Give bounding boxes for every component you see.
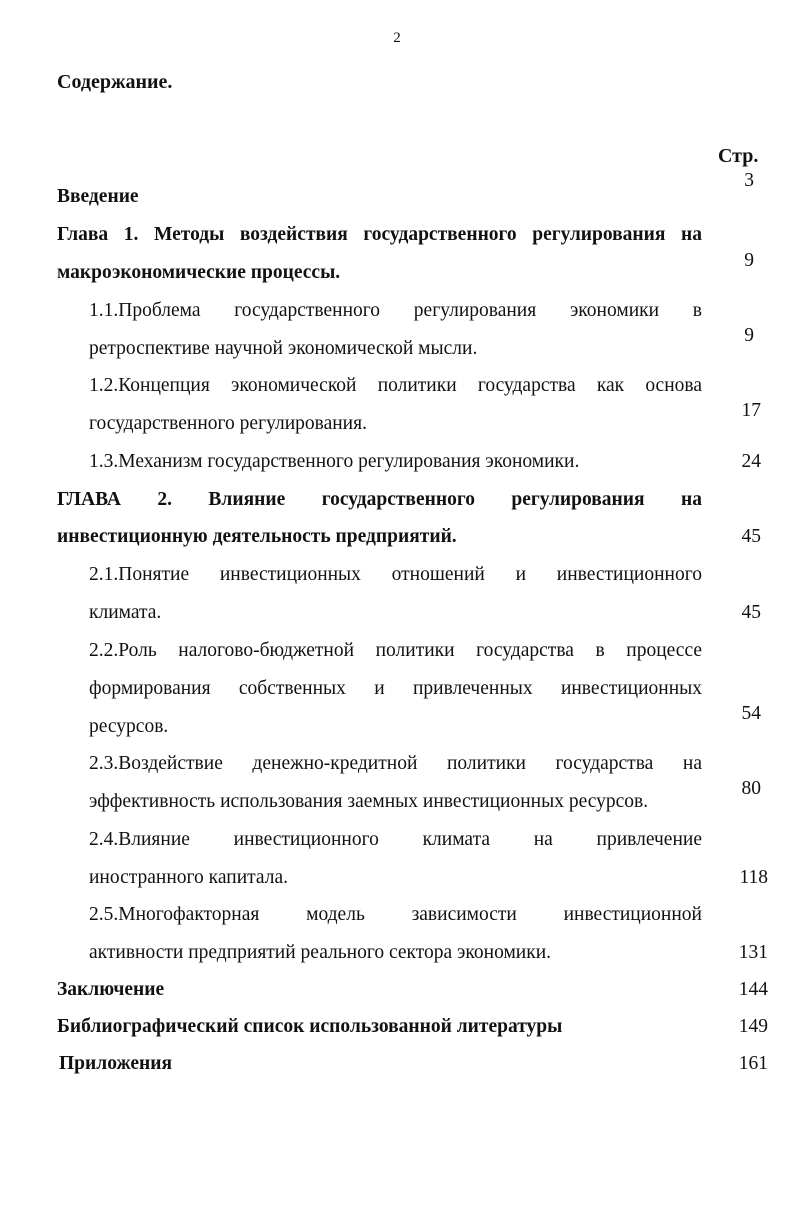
toc-entry-text: активности предприятий реального сектора экономики. bbox=[89, 942, 552, 963]
toc-entry-text: инвестиционную деятельность предприятий. bbox=[57, 526, 457, 547]
toc-entry-text: 2.1.Понятие инвестиционных отношений и инвестиционного bbox=[89, 564, 702, 585]
toc-entry-page: 54 bbox=[741, 703, 761, 724]
toc-entry-text: 2.3.Воздействие денежно-кредитной политики государства на bbox=[89, 753, 702, 774]
toc-entry-page: 3 bbox=[744, 170, 754, 191]
toc-entry-page: 9 bbox=[744, 250, 754, 271]
toc-entry-text: Приложения bbox=[59, 1053, 173, 1074]
toc-entry-page: 17 bbox=[741, 400, 761, 421]
toc-entry-text: климата. bbox=[89, 602, 162, 623]
toc-entry-text: эффективность использования заемных инвестиционных ресурсов. bbox=[89, 791, 649, 812]
toc-entry-page: 24 bbox=[741, 451, 761, 472]
toc-entry-text: 2.4.Влияние инвестиционного климата на привлечение bbox=[89, 829, 702, 850]
toc-entry-text: 1.2.Концепция экономической политики государства как основа bbox=[89, 375, 702, 396]
toc-entry-text: ресурсов. bbox=[89, 716, 169, 737]
toc-entry-text: ретроспективе научной экономической мысли. bbox=[89, 338, 478, 359]
toc-entry-text: 2.5.Многофакторная модель зависимости инвестиционной bbox=[89, 904, 702, 925]
toc-entry-page: 9 bbox=[744, 325, 754, 346]
toc-entry-page: 131 bbox=[738, 942, 768, 963]
page-number: 2 bbox=[393, 30, 401, 46]
toc-entry-text: Библиографический список использованной литературы bbox=[57, 1016, 563, 1037]
toc-entry-page: 80 bbox=[741, 778, 761, 799]
toc-entry-page: 45 bbox=[741, 526, 761, 547]
page-column-label: Стр. bbox=[718, 145, 759, 167]
toc-entry-text: 1.3.Механизм государственного регулирования экономики. bbox=[89, 451, 580, 472]
toc-entry-text: 1.1.Проблема государственного регулирования экономики в bbox=[89, 300, 702, 321]
toc-entry-text: Глава 1. Методы воздействия государственного регулирования на bbox=[57, 224, 702, 245]
toc-entry-text: иностранного капитала. bbox=[89, 867, 288, 888]
toc-entry-page: 149 bbox=[738, 1016, 768, 1037]
toc-entry-text: ГЛАВА 2. Влияние государственного регулирования на bbox=[57, 489, 702, 510]
toc-entry-page: 161 bbox=[738, 1053, 768, 1074]
toc-entry-text: формирования собственных и привлеченных инвестиционных bbox=[89, 678, 702, 699]
toc-entry-text: макроэкономические процессы. bbox=[57, 262, 341, 283]
toc-heading: Содержание. bbox=[57, 71, 173, 93]
toc-entry-text: государственного регулирования. bbox=[89, 413, 367, 434]
toc-entry-text: Введение bbox=[57, 186, 139, 207]
toc-entry-page: 45 bbox=[741, 602, 761, 623]
toc-entry-page: 118 bbox=[739, 867, 768, 888]
toc-entry-text: Заключение bbox=[57, 979, 165, 1000]
toc-entry-text: 2.2.Роль налогово-бюджетной политики государства в процессе bbox=[89, 640, 702, 661]
toc-entry-page: 144 bbox=[738, 979, 768, 1000]
